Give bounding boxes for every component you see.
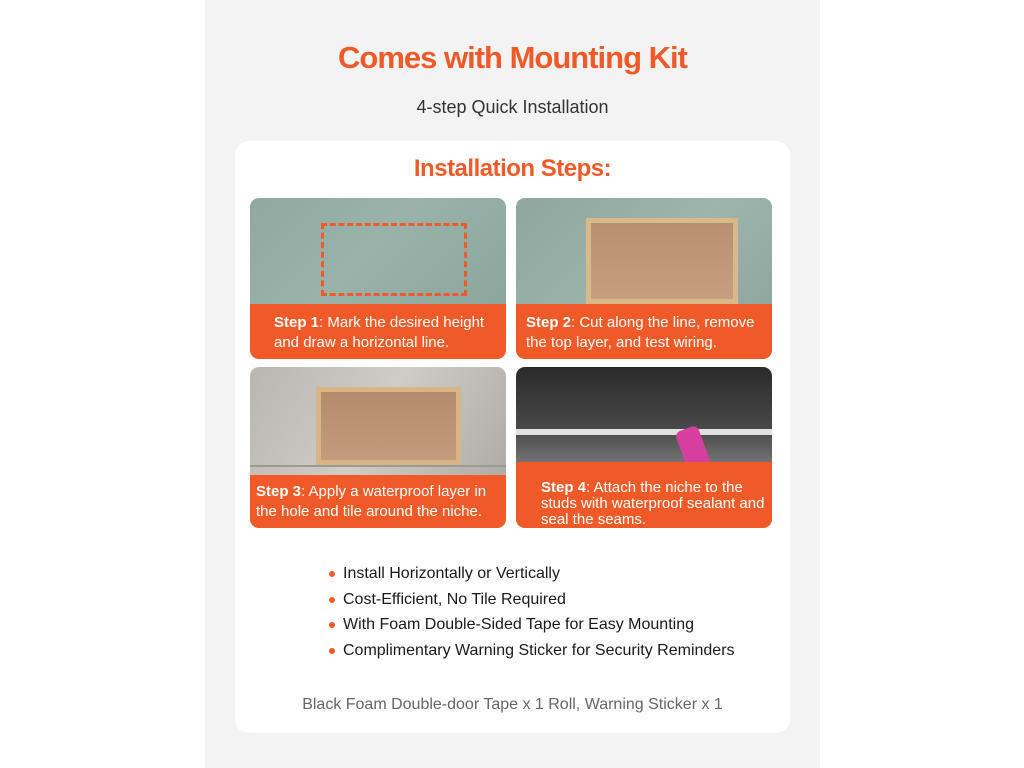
step-2-caption xyxy=(516,304,772,359)
step-1-label: Step 1 xyxy=(274,314,320,331)
step-4-text: : Attach the niche to the studs with waterproof sealant and seal the seams. xyxy=(541,479,765,528)
step-1-text: : Mark the desired height and draw a horizontal line. xyxy=(274,314,485,351)
step-1-card xyxy=(250,198,506,359)
feature-list xyxy=(329,563,735,666)
step-2-text: : Cut along the line, remove the top layer, and test wiring. xyxy=(526,314,755,351)
step-4-caption xyxy=(516,462,772,528)
marking-outline xyxy=(321,223,467,296)
step-3-caption xyxy=(250,475,506,528)
feature-item: Complimentary Warning Sticker for Security Reminders xyxy=(329,640,735,666)
step-3-label: Step 3 xyxy=(256,483,302,500)
kit-contents: Black Foam Double-door Tape x 1 Roll, Warning Sticker x 1 xyxy=(302,696,723,713)
cut-opening xyxy=(586,218,738,304)
feature-item: Install Horizontally or Vertically xyxy=(329,563,735,589)
feature-item: With Foam Double-Sided Tape for Easy Mounting xyxy=(329,614,735,640)
step-3-card xyxy=(250,367,506,528)
feature-item: Cost-Efficient, No Tile Required xyxy=(329,589,735,615)
step-2-card xyxy=(516,198,772,359)
niche-ledge xyxy=(516,429,772,435)
step-2-label: Step 2 xyxy=(526,314,572,331)
product-panel xyxy=(205,0,820,768)
step-4-card xyxy=(516,367,772,528)
step-4-label: Step 4 xyxy=(541,479,587,496)
installation-title: Installation Steps: xyxy=(413,155,612,182)
step-3-text: : Apply a waterproof layer in the hole and tile around the niche. xyxy=(256,483,487,520)
installation-card xyxy=(235,141,790,733)
step-1-caption xyxy=(250,304,506,359)
tile-seam xyxy=(250,465,506,467)
waterproof-opening xyxy=(316,387,461,465)
page-title: Comes with Mounting Kit xyxy=(338,40,687,75)
page-subtitle: 4-step Quick Installation xyxy=(416,97,609,117)
